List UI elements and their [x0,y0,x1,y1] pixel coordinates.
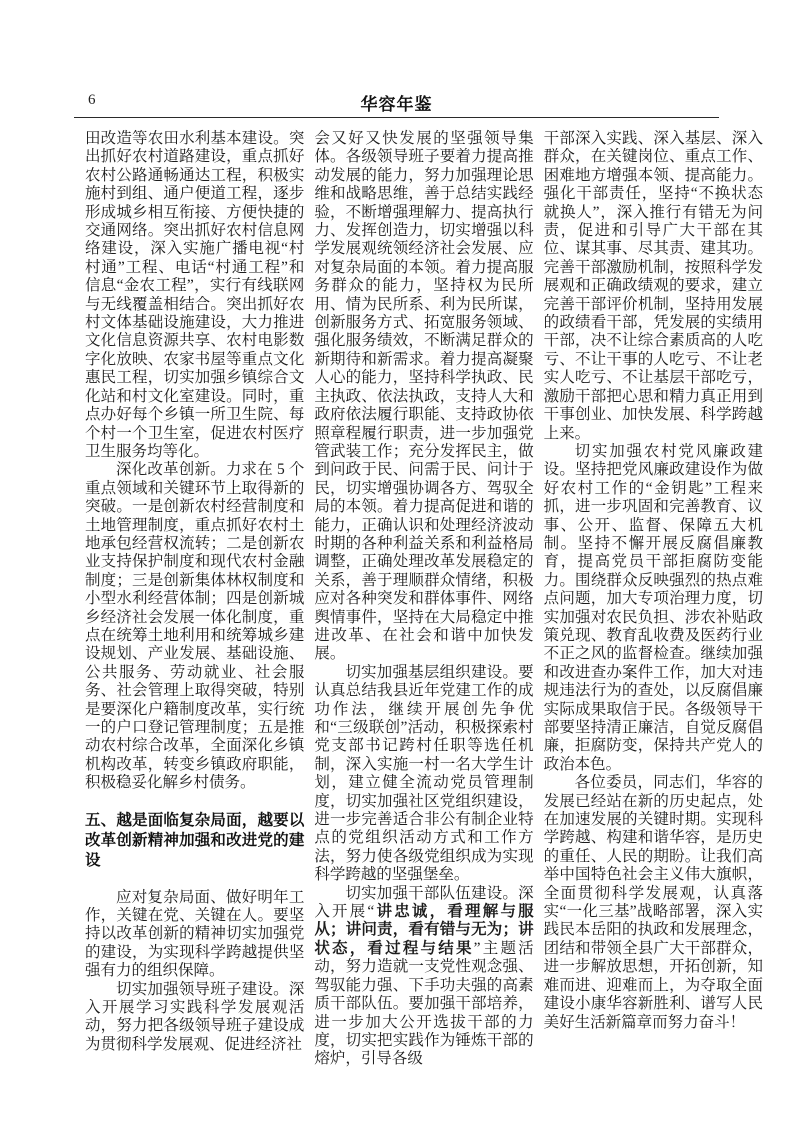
page-number: 6 [88,92,96,108]
cadre-paragraph-rest: ”主题活动，努力造就一支党性观念强、驾驭能力强、下手功夫强的高素质干部队伍。要加强干部培养，进一步加大公开选拔干部的力度，切实把实践作为锤炼干部的熔炉，引导各级 [314,939,534,1068]
cadre-theme-quote: 讲忠诚，看理解与服从；讲问责，看有错与无为；讲状态，看过程与结果 [314,903,534,957]
header-rule-divider [74,117,719,118]
paragraph-closing-remarks: 各位委员，同志们，华容的发展已经站在新的历史起点，处在加速发展的关键时期。实现科学跨越、构建和谐华容，是历史的重任、人民的期盼。让我们高举中国特色社会主义伟大旗帜，全面贯彻科学发展观，认真落实“一化三基”战略部署，深入实践民本岳阳的执政和发展理念，团结和带领全县广大干部群众，进一步解放思想，开拓创新，知难而进、迎难而上，为夺取全面建设小康华容新胜利、谱写人民美好生活新篇章而努力奋斗！ [543,774,763,1031]
paragraph-cadre-team [314,885,533,1069]
paragraph-leadership-capability: 会又好又快发展的坚强领导集体。各级领导班子要着力提高推动发展的能力，努力加强理论思维和战略思维，善于总结实践经验，不断增强理解力、提高执行力、发挥创造力，切实增强以科学发展观统领经济社会发展、应对复杂局面的本领。着力提高服务群众的能力，坚持权为民所用、情为民所系、利为民所谋，创新服务方式、拓宽服务领域、强化服务绩效，不断满足群众的新期待和新需求。着力提高凝聚人心的能力，坚持科学执政、民主执政、依法执政，支持人大和政府依法履行职能、支持政协依照章程履行职责，进一步加强党管武装工作；充分发挥民主，做到问政于民、问需于民、问计于民，切实增强协调各方、驾驭全局的本领。着力提高促进和谐的能力，正确认识和处理经济波动时期的各种利益关系和利益格局调整，正确处理改革发展稳定的关系，善于理顺群众情绪，积极应对各种突发和群体事件、网络舆情事件，坚持在大局稳定中推进改革、在社会和谐中加快发展。 [314,130,534,663]
text-columns [85,130,763,1069]
page-title: 华容年鉴 [360,95,433,114]
paragraph-grassroots-organization: 切实加强基层组织建设。要认真总结我县近年党建工作的成功作法，继续开展创先争优和“三级联创”活动，积极探索村党支部书记跨村任职等选任机制，深入实施一村一名大学生计划，建立健全流动党员管理制度，切实加强社区党组织建设，进一步完善适合非公有制企业特点的党组织活动方式和工作方法，努力使各级党组织成为实现科学跨越的坚强堡垒。 [314,663,534,884]
column-1 [85,130,304,1069]
paragraph-cadre-incentive: 干部深入实践、深入基层、深入群众，在关键岗位、重点工作、困难地方增强本领、提高能力。强化干部责任，坚持“不换状态就换人”，深入推行有错无为问责，促进和引导广大干部在其位、谋其事、尽其责、建其功。完善干部激励机制，按照科学发展观和正确政绩观的要求，建立完善干部评价机制，坚持用发展的政绩看干部，凭发展的实绩用干部，决不让综合素质高的人吃亏、不让干事的人吃亏、不让老实人吃亏、不让基层干部吃亏，激励干部把心思和精力真正用到干事创业、加快发展、科学跨越上来。 [543,130,763,442]
paragraph-deepen-reform: 深化改革创新。力求在 5 个重点领域和关键环节上取得新的突破。一是创新农村经营制度和土地管理制度，重点抓好农村土地承包经营权流转；二是创新农业支持保护制度和现代农村金融制度；三是创新集体林权制度和小型水利经营体制；四是创新城乡经济社会发展一体化制度，重点在统筹土地利用和统筹城乡建设规划、产业发展、基础设施、公共服务、劳动就业、社会服务、社会管理上取得突破，特别是要深化户籍制度改革，实行统一的户口登记管理制度；五是推动农村综合改革，全面深化乡镇机构改革，转变乡镇政府职能，积极稳妥化解乡村债务。 [85,461,305,792]
section-heading-party-building: 五、越是面临复杂局面，越要以改革创新精神加强和改进党的建设 [85,811,305,869]
column-2 [314,130,533,1069]
cadre-paragraph-lead: 切实加强干部队伍建设。深入开展“ [314,884,534,921]
paragraph-anti-corruption: 切实加强农村党风廉政建设。坚持把党风廉政建设作为做好农村工作的“金钥匙”工程来抓，进一步巩固和完善教育、议事、公开、监督、保障五大机制。坚持不懈开展反腐倡廉教育，提高党员干部拒腐防变能力。围绕群众反映强烈的热点难点问题，加大专项治理力度，切实加强对农民负担、涉农补贴政策兑现、教育乱收费及医药行业不正之风的监督检查。继续加强和改进查办案件工作，加大对违规违法行为的查处，以反腐倡廉实际成果取信于民。各级领导干部要坚持清正廉洁，自觉反腐倡廉，拒腐防变，保持共产党人的政治本色。 [543,442,763,773]
paragraph-respond-complex-situation: 应对复杂局面、做好明年工作，关键在党、关键在人。要坚持以改革创新的精神切实加强党的建设，为实现科学跨越提供坚强有力的组织保障。 [85,888,305,980]
paragraph-leadership-team: 切实加强领导班子建设。深入开展学习实践科学发展观活动，努力把各级领导班子建设成为贯彻科学发展观、促进经济社 [85,980,305,1053]
column-3 [544,130,763,1069]
paragraph-rural-infrastructure: 田改造等农田水利基本建设。突出抓好农村道路建设，重点抓好农村公路通畅通达工程，积极实施村到组、通户便道工程，逐步形成城乡相互衔接、方便快捷的交通网络。突出抓好农村信息网络建设，深入实施广播电视“村村通”工程、电话“村通工程”和信息“金农工程”，实行有线联网与无线覆盖相结合。突出抓好农村文体基础设施建设，大力推进文化信息资源共享、农村电影数字化放映、农家书屋等重点文化惠民工程，切实加强乡镇综合文化站和村文化室建设。同时，重点办好每个乡镇一所卫生院、每个村一个卫生室，促进农村医疗卫生服务均等化。 [85,130,305,460]
